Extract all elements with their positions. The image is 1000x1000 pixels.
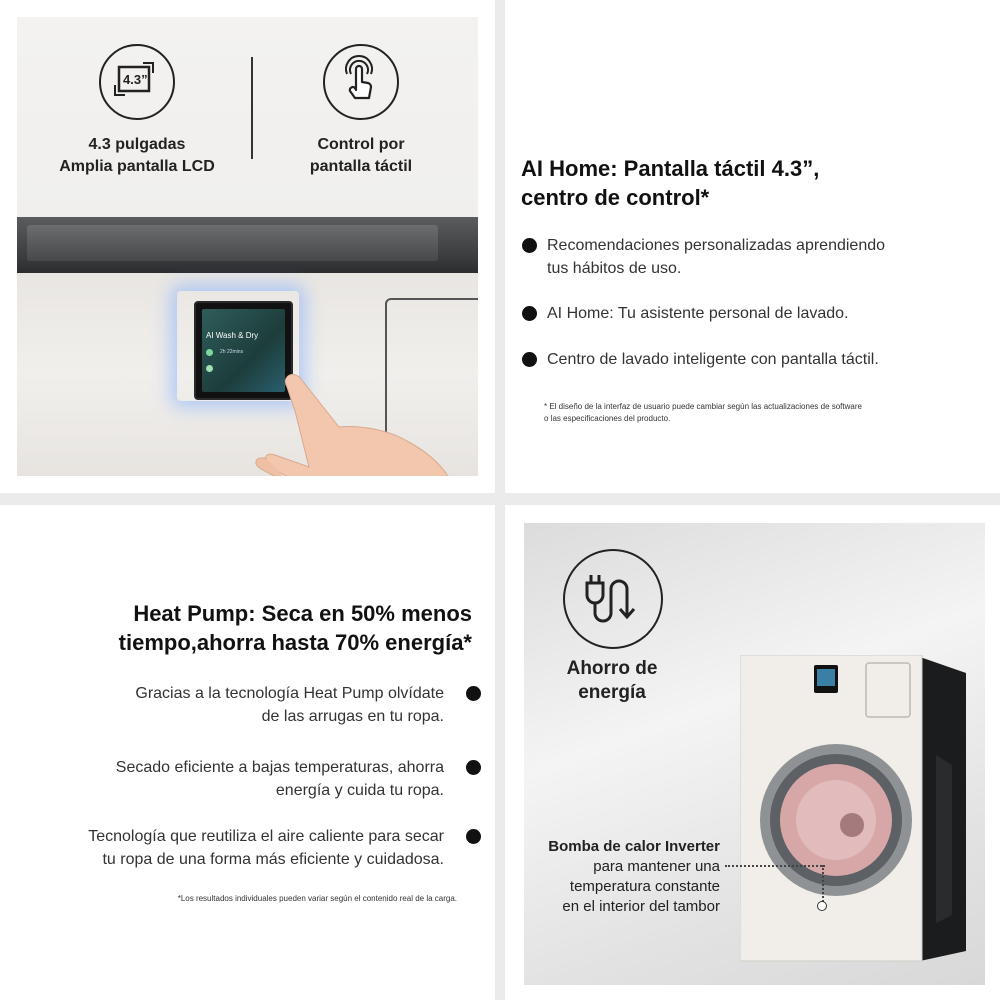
hand-image bbox=[247, 367, 478, 476]
feature-divider bbox=[251, 57, 253, 159]
touch-finger-icon bbox=[323, 44, 399, 120]
disclaimer-line-1: * El diseño de la interfaz de usuario puede cambiar según las actualizaciones de software bbox=[544, 402, 862, 411]
disclaimer-note bbox=[544, 401, 964, 425]
bullet-text-3a: Tecnología que reutiliza el aire caliente para secar bbox=[88, 828, 444, 845]
screen-size-icon bbox=[99, 44, 175, 120]
bullet-text-2b: energía y cuida tu ropa. bbox=[275, 782, 444, 799]
play-icon bbox=[206, 349, 213, 356]
disclaimer-note: *Los resultados individuales pueden variar según el contenido real de la carga. bbox=[177, 894, 457, 903]
washer-top-lid bbox=[17, 217, 478, 273]
list-item bbox=[522, 234, 942, 280]
plug-energy-icon bbox=[563, 549, 663, 649]
energy-label-line-1: Ahorro de bbox=[566, 658, 658, 679]
heat-pump-title-line-1: Heat Pump: Seca en 50% menos bbox=[133, 601, 472, 626]
callout-line-2: para mantener una bbox=[593, 858, 720, 875]
control-panel-photo bbox=[17, 17, 478, 476]
settings-dot-icon bbox=[206, 365, 213, 372]
screen-size-feature bbox=[47, 44, 227, 178]
ai-home-title bbox=[521, 154, 819, 212]
callout-leader-vertical bbox=[822, 865, 824, 905]
energy-label-line-2: energía bbox=[578, 682, 646, 703]
callout-line-4: en el interior del tambor bbox=[562, 898, 720, 915]
callout-target-dot bbox=[817, 901, 827, 911]
ai-home-text-panel bbox=[505, 0, 1000, 493]
ai-home-title-line-2: centro de control* bbox=[521, 185, 710, 210]
disclaimer-line-2: o las especificaciones del producto. bbox=[544, 414, 671, 423]
bullet-icon bbox=[466, 829, 481, 844]
bullet-icon bbox=[466, 760, 481, 775]
bullet-icon bbox=[466, 686, 481, 701]
bullet-text-1a: Gracias a la tecnología Heat Pump olvídate bbox=[135, 685, 444, 702]
energy-saving-label bbox=[542, 657, 682, 705]
bullet-text-3b: tu ropa de una forma más eficiente y cuidadosa. bbox=[102, 851, 444, 868]
list-item bbox=[11, 825, 481, 871]
bullet-text-1b: tus hábitos de uso. bbox=[547, 260, 682, 277]
bullet-icon bbox=[522, 306, 537, 321]
touch-control-label-2: pantalla táctil bbox=[309, 158, 413, 175]
screen-time: 2h 22mins bbox=[220, 349, 244, 355]
washer-dryer-image bbox=[740, 655, 968, 963]
bullet-icon bbox=[522, 238, 537, 253]
screen-title: AI Wash & Dry bbox=[206, 331, 259, 340]
screen-size-label-1: 4.3 pulgadas bbox=[88, 136, 186, 153]
heat-pump-callout bbox=[532, 837, 720, 917]
callout-leader-line bbox=[725, 865, 825, 867]
callout-title: Bomba de calor Inverter bbox=[548, 838, 720, 855]
bullet-icon bbox=[522, 352, 537, 367]
bullet-text-1a: Recomendaciones personalizadas aprendiendo bbox=[547, 237, 886, 254]
bullet-text-2: AI Home: Tu asistente personal de lavado. bbox=[547, 305, 849, 322]
bullet-text-1b: de las arrugas en tu ropa. bbox=[261, 708, 444, 725]
screen-size-label-2: Amplia pantalla LCD bbox=[59, 158, 215, 175]
heat-pump-title bbox=[119, 599, 472, 657]
callout-line-3: temperatura constante bbox=[569, 878, 720, 895]
screen-size-value: 4.3” bbox=[123, 72, 148, 87]
list-item bbox=[41, 756, 481, 802]
touch-control-label-1: Control por bbox=[317, 136, 405, 153]
list-item bbox=[41, 682, 481, 728]
ai-home-title-line-1: AI Home: Pantalla táctil 4.3”, bbox=[521, 156, 820, 181]
list-item bbox=[522, 348, 962, 371]
touchscreen-feature-panel bbox=[0, 0, 495, 493]
list-item bbox=[522, 302, 942, 325]
bullet-text-2a: Secado eficiente a bajas temperaturas, ahorra bbox=[115, 759, 444, 776]
heat-pump-text-panel bbox=[0, 505, 495, 1000]
touch-control-feature bbox=[271, 44, 451, 178]
bullet-text-3: Centro de lavado inteligente con pantalla táctil. bbox=[547, 351, 879, 368]
heat-pump-title-line-2: tiempo,ahorra hasta 70% energía* bbox=[118, 630, 472, 655]
energy-saving-panel bbox=[505, 505, 1000, 1000]
washer-photo bbox=[524, 523, 985, 985]
